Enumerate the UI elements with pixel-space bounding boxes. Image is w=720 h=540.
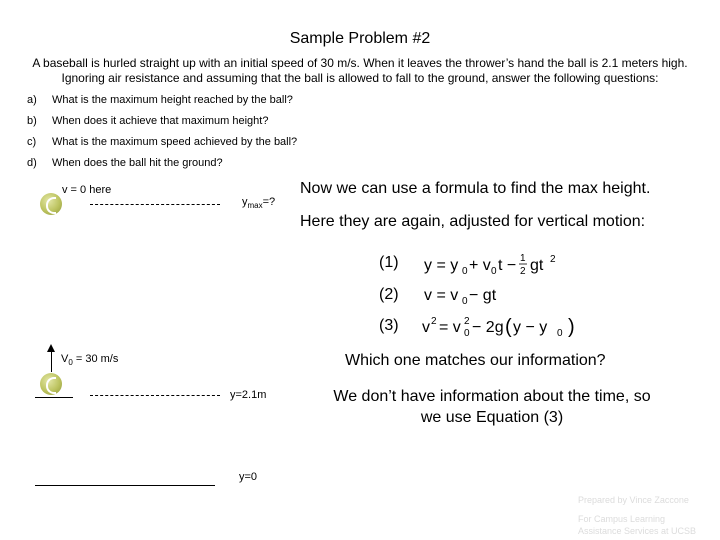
initial-velocity-label: $V_0 = 30$ m/s (61, 353, 119, 368)
svg-text:− gt: − gt (469, 287, 497, 304)
explanation-line-2: Here they are again, adjusted for vertical motion: (300, 213, 646, 230)
question-prompt: Which one matches our information? (345, 352, 606, 369)
question-letter: c) (27, 136, 37, 148)
equation-1-number: (1) (379, 254, 399, 271)
answer-line-1: We don’t have information about the time, so (333, 388, 651, 405)
svg-text:2: 2 (520, 266, 526, 277)
svg-text:t −: t − (498, 257, 517, 274)
page-title: Sample Problem #2 (289, 30, 431, 47)
footer-line-2: For Campus Learning (578, 514, 666, 524)
svg-text:− 2g: − 2g (472, 319, 504, 336)
svg-text:2: 2 (464, 316, 470, 327)
svg-text:v = v: v = v (424, 287, 459, 304)
svg-text:gt: gt (530, 257, 544, 274)
svg-text:0: 0 (557, 328, 563, 339)
baseball-throw-icon (40, 373, 62, 395)
throw-height-label: y=2.1m (230, 389, 267, 401)
svg-text:0: 0 (462, 266, 468, 277)
up-arrow-icon (47, 344, 55, 352)
svg-text:2: 2 (431, 316, 437, 327)
svg-text:1: 1 (520, 253, 526, 264)
equation-1 (424, 253, 556, 277)
question-text: When does the ball hit the ground? (52, 157, 223, 169)
equation-3 (422, 316, 575, 339)
svg-text:): ) (568, 316, 575, 338)
footer-line-3: Assistance Services at UCSB (578, 526, 697, 536)
question-text: What is the maximum height reached by the ball? (52, 94, 293, 106)
svg-text:0: 0 (464, 328, 470, 339)
equation-2-number: (2) (379, 286, 399, 303)
question-text: When does it achieve that maximum height? (52, 115, 269, 127)
svg-text:(: ( (505, 316, 512, 338)
svg-text:0: 0 (491, 266, 497, 277)
baseball-top-icon (40, 193, 62, 215)
equation-2 (424, 287, 497, 307)
answer-line-2: we use Equation (3) (420, 409, 564, 426)
svg-text:v: v (422, 319, 430, 336)
svg-text:+ v: + v (469, 257, 491, 274)
explanation-line-1: Now we can use a formula to find the max height. (300, 180, 651, 197)
question-letter: a) (27, 94, 37, 106)
footer-line-1: Prepared by Vince Zaccone (578, 495, 689, 505)
svg-text:= v: = v (439, 319, 461, 336)
thrower-hand-line (35, 397, 73, 398)
problem-statement: A baseball is hurled straight up with an initial speed of 30 m/s. When it leaves the thrower’s hand the ball is 2.1 meters high. Ignoring air resistance and assuming that the ball is allowed to fall to the ground, answer the following questions: (32, 56, 688, 85)
answer-text (312, 386, 672, 428)
ground-label: y=0 (239, 471, 258, 483)
max-height-line (90, 204, 220, 205)
question-letter: d) (27, 157, 37, 169)
svg-text:2: 2 (550, 254, 556, 265)
top-velocity-label: v = 0 here (62, 184, 112, 196)
kinematic-equations (418, 244, 608, 344)
svg-text:y − y: y − y (513, 319, 548, 336)
motion-diagram (30, 183, 310, 493)
equation-3-number: (3) (379, 317, 399, 334)
question-text: What is the maximum speed achieved by the ball? (52, 136, 298, 148)
throw-height-line (90, 395, 220, 396)
arrow-shaft (51, 352, 52, 372)
question-letter: b) (27, 115, 37, 127)
svg-text:0: 0 (462, 296, 468, 307)
svg-text:y = y: y = y (424, 257, 459, 274)
footer-credit (578, 494, 696, 537)
ground-line (35, 485, 215, 486)
ymax-label: $y_{max}=$? (242, 196, 276, 211)
